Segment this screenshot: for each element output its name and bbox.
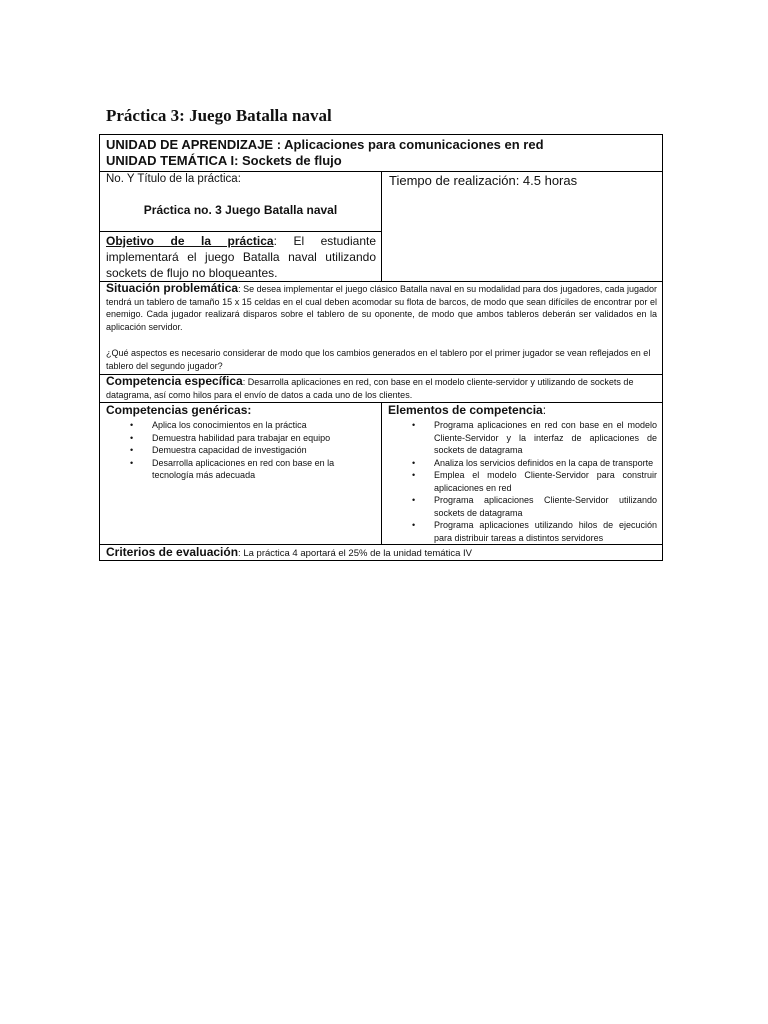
competencias-genericas-list	[152, 419, 342, 482]
competencia-especifica-label: Competencia específica	[106, 374, 243, 388]
unidad-aprendizaje: UNIDAD DE APRENDIZAJE : Aplicaciones para comunicaciones en red	[106, 137, 544, 152]
list-item: • Programa aplicaciones Cliente-Servidor utilizando sockets de datagrama	[434, 494, 657, 519]
list-item: • Desarrolla aplicaciones en red con base en la tecnología más adecuada	[152, 457, 342, 482]
practice-table	[99, 134, 663, 561]
practica-nombre: Práctica no. 3 Juego Batalla naval	[143, 203, 338, 217]
divider	[381, 402, 382, 544]
elementos-competencia-heading	[388, 403, 546, 417]
competencias-genericas-label: Competencias genéricas:	[106, 403, 252, 417]
objetivo	[106, 233, 376, 281]
no-titulo-label: No. Y Título de la práctica:	[106, 173, 241, 185]
objetivo-label: Objetivo de la práctica	[106, 234, 274, 248]
situacion-label: Situación problemática	[106, 281, 239, 295]
list-item: • Aplica los conocimientos en la práctica	[152, 419, 342, 432]
criterios-label: Criterios de evaluación	[106, 545, 239, 559]
competencia-especifica-text: : Desarrolla aplicaciones en red, con base en el modelo cliente-servidor y utilizando de sockets de datagrama, así como hilos para el envío de datos a cada uno de los clientes.	[106, 377, 634, 400]
unidad-tematica: UNIDAD TEMÁTICA I: Sockets de flujo	[106, 153, 342, 168]
divider	[381, 171, 382, 281]
list-item: • Programa aplicaciones en red con base en el modelo Cliente-Servidor y la interfaz de aplicaciones de sockets de datagrama	[434, 419, 657, 457]
criterios-text: : La práctica 4 aportará el 25% de la unidad temática IV	[238, 548, 472, 559]
list-item: • Analiza los servicios definidos en la capa de transporte	[434, 457, 657, 470]
tiempo-realizacion: Tiempo de realización: 4.5 horas	[389, 173, 578, 188]
elementos-competencia-label: Elementos de competencia	[388, 403, 543, 417]
situacion-text: : Se desea implementar el juego clásico Batalla naval en su modalidad para dos jugadores, cada jugador tendrá un tablero de tamaño 15 x 15 celdas en el cual deben acomodar su flota de barcos, de modo que sean difíciles de encontrar por el enemigo. Cada jugador realizará disparos sobre el tablero de su oponente, de modo que ambos tableros deberán ser validados en la aplicación servidor.	[106, 284, 658, 332]
divider	[100, 231, 381, 232]
list-item: • Programa aplicaciones utilizando hilos de ejecución para distribuir tareas a distintos servidores	[434, 519, 657, 544]
list-item: • Demuestra habilidad para trabajar en equipo	[152, 432, 342, 445]
list-item: • Demuestra capacidad de investigación	[152, 444, 342, 457]
objetivo-text: : El estudiante implementará el juego Batalla naval utilizando sockets de flujo no bloqueantes.	[106, 234, 376, 280]
document-title: Práctica 3: Juego Batalla naval	[106, 106, 332, 125]
elementos-competencia-colon: :	[542, 403, 547, 417]
situacion-problematica	[106, 282, 657, 333]
elementos-competencia-list	[434, 419, 657, 544]
criterios-evaluacion	[106, 545, 657, 559]
competencia-especifica	[106, 375, 657, 401]
list-item: • Emplea el modelo Cliente-Servidor para construir aplicaciones en red	[434, 469, 657, 494]
situacion-pregunta: ¿Qué aspectos es necesario considerar de modo que los cambios generados en el tablero por el primer jugador se vean reflejados en el tablero del segundo jugador?	[106, 348, 651, 371]
